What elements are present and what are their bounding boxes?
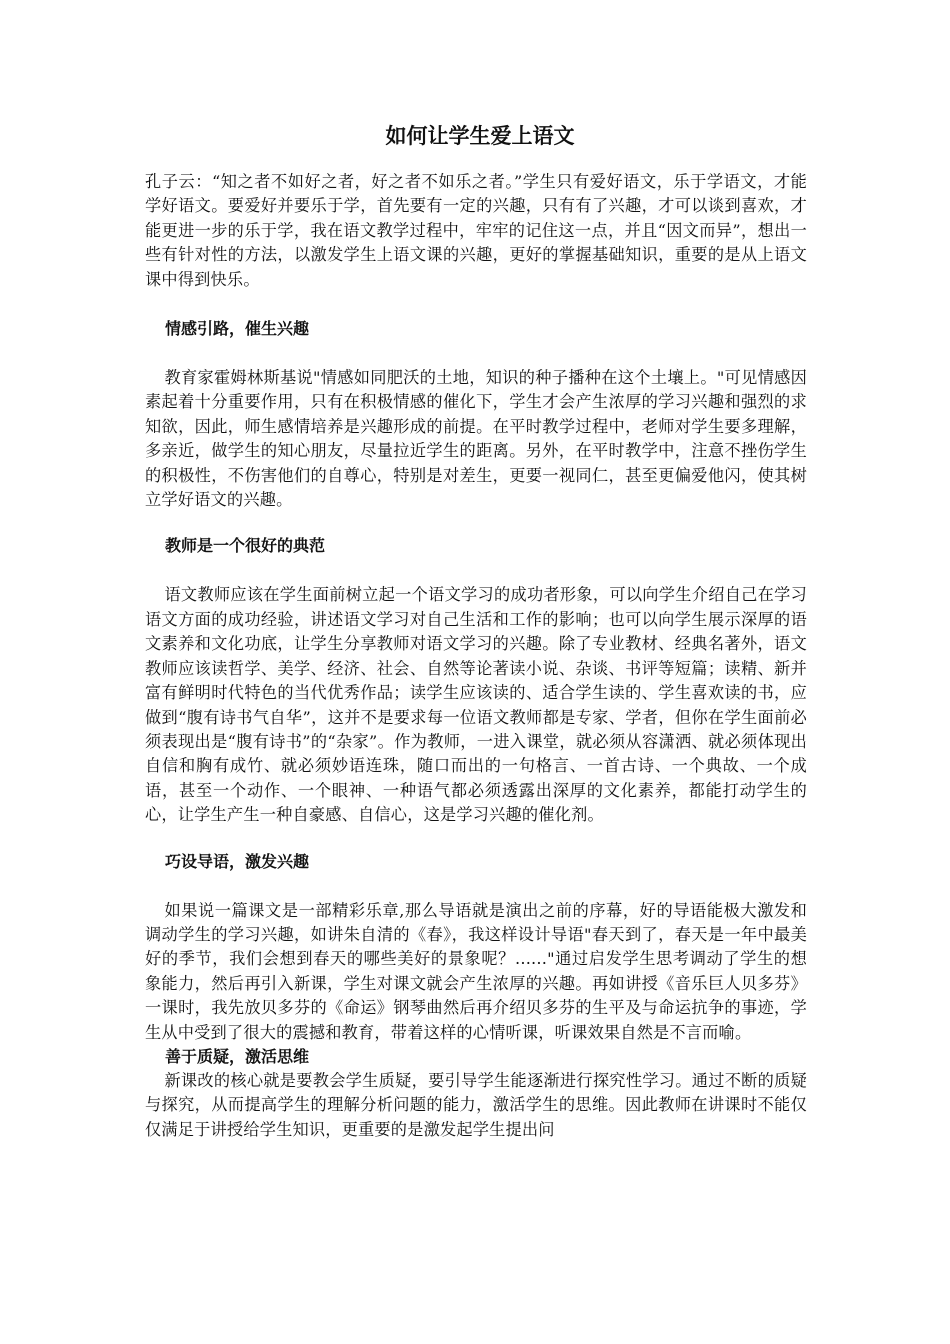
spacer (145, 292, 807, 317)
section-heading-emotion: 情感引路，催生兴趣 (165, 319, 310, 339)
spacer (145, 558, 807, 583)
spacer (145, 828, 807, 850)
section-heading-introduction: 巧设导语，激发兴趣 (165, 851, 310, 871)
spacer (145, 512, 807, 534)
document-title: 如何让学生爱上语文 (385, 123, 575, 148)
document-page (145, 118, 807, 1142)
section-body-teacher-model: 语文教师应该在学生面前树立起一个语文学习的成功者形象，可以向学生介绍自己在学习语文方面的成功经验，讲述语文学习对自己生活和工作的影响；也可以向学生展示深厚的语文素养和文化功底，让学生分享教师对语文学习的兴趣。除了专业教材、经典名著外，语文教师应该读哲学、美学、经济、社会、自然等论著读小说、杂谈、书评等短篇；读精、新并富有鲜明时代特色的当代优秀作品；读学生应该读的、适合学生读的、学生喜欢读的书，应做到“腹有诗书气自华”，这并不是要求每一位语文教师都是专家、学者，但你在学生面前必须表现出是“腹有诗书”的“杂家”。作为教师，一进入课堂，就必须从容潇洒、就必须体现出自信和胸有成竹、就必须妙语连珠，随口而出的一句格言、一首古诗、一个典故、一个成语，甚至一个动作、一个眼神、一种语气都必须透露出深厚的文化素养，都能打动学生的心，让学生产生一种自豪感、自信心，这是学习兴趣的催化剂。 (145, 585, 807, 825)
spacer (145, 341, 807, 366)
section-heading-questioning: 善于质疑，激活思维 (165, 1046, 310, 1066)
intro-paragraph: 孔子云：“知之者不如好之者，好之者不如乐之者。”学生只有爱好语文，乐于学语文，才能学好语文。要爱好并要乐于学，首先要有一定的兴趣，只有有了兴趣，才可以谈到喜欢，才能更进一步的乐于学，我在语文教学过程中，牢牢的记住这一点，并且“因文而异”，想出一些有针对性的方法，以激发学生上语文课的兴趣，更好的掌握基础知识，重要的是从上语文课中得到快乐。 (145, 172, 807, 289)
section-body-emotion: 教育家霍姆林斯基说"情感如同肥沃的土地，知识的种子播种在这个土壤上。"可见情感因素起着十分重要作用，只有在积极情感的催化下，学生才会产生浓厚的学习兴趣和强烈的求知欲，因此，师生感情培养是兴趣形成的前提。在平时教学过程中，老师对学生要多理解，多亲近，做学生的知心朋友，尽量拉近学生的距离。另外，在平时教学中，注意不挫伤学生的积极性，不伤害他们的自尊心，特别是对差生，更要一视同仁，甚至更偏爱他闪，使其树立学好语文的兴趣。 (145, 368, 807, 510)
section-body-introduction: 如果说一篇课文是一部精彩乐章,那么导语就是演出之前的序幕，好的导语能极大激发和调动学生的学习兴趣，如讲朱自清的《春》，我这样设计导语"春天到了，春天是一年中最美好的季节，我们会想到春天的哪些美好的景象呢？......"通过启发学生思考调动了学生的想象能力，然后再引入新课，学生对课文就会产生浓厚的兴趣。再如讲授《音乐巨人贝多芬》一课时，我先放贝多芬的《命运》钢琴曲然后再介绍贝多芬的生平及与命运抗争的事迹，学生从中受到了很大的震撼和教育，带着这样的心情听课，听课效果自然是不言而喻。 (145, 900, 807, 1042)
section-body-questioning: 新课改的核心就是要教会学生质疑，要引导学生能逐渐进行探究性学习。通过不断的质疑与探究，从而提高学生的理解分析问题的能力，激活学生的思维。因此教师在讲课时不能仅仅满足于讲授给学生知识，更重要的是激发起学生提出问 (145, 1070, 807, 1139)
section-heading-teacher-model: 教师是一个很好的典范 (165, 536, 326, 556)
spacer (145, 874, 807, 899)
